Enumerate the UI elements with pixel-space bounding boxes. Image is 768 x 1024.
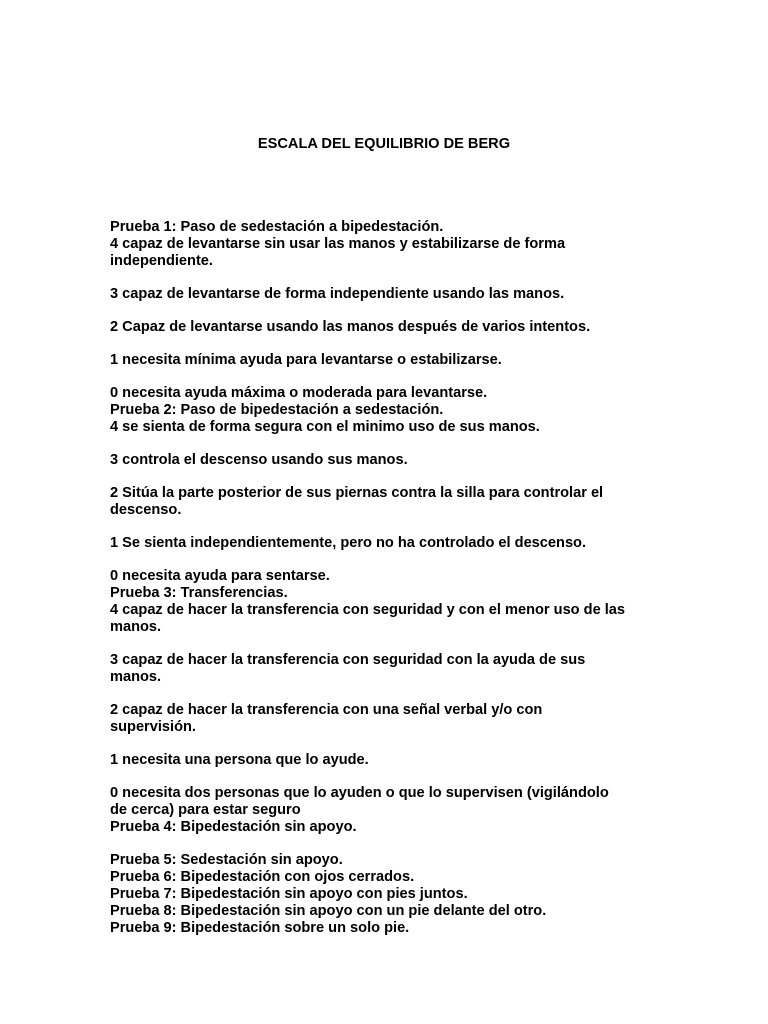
test-heading: Prueba 9: Bipedestación sobre un solo pie. bbox=[110, 920, 410, 936]
score-line: 1 necesita mínima ayuda para levantarse o estabilizarse. bbox=[110, 352, 502, 368]
score-line: 3 capaz de levantarse de forma independiente usando las manos. bbox=[110, 286, 565, 302]
test-heading: Prueba 6: Bipedestación con ojos cerrados. bbox=[110, 869, 415, 885]
test-heading: Prueba 7: Bipedestación sin apoyo con pies juntos. bbox=[110, 886, 468, 902]
score-line: 1 Se sienta independientemente, pero no ha controlado el descenso. bbox=[110, 535, 587, 551]
score-line: 4 se sienta de forma segura con el minimo uso de sus manos. bbox=[110, 419, 540, 435]
score-line: 3 capaz de hacer la transferencia con seguridad con la ayuda de sus bbox=[110, 652, 586, 668]
test-heading: Prueba 1: Paso de sedestación a bipedestación. bbox=[110, 219, 444, 235]
score-line-continued: manos. bbox=[110, 669, 162, 685]
score-line-continued: de cerca) para estar seguro bbox=[110, 802, 301, 818]
score-line-continued: descenso. bbox=[110, 502, 182, 518]
score-line: 0 necesita ayuda máxima o moderada para levantarse. bbox=[110, 385, 488, 401]
test-heading: Prueba 3: Transferencias. bbox=[110, 585, 288, 601]
score-line-continued: supervisión. bbox=[110, 719, 196, 735]
score-line: 2 Sitúa la parte posterior de sus piernas contra la silla para controlar el bbox=[110, 485, 604, 501]
document-body bbox=[110, 219, 670, 937]
test-heading: Prueba 5: Sedestación sin apoyo. bbox=[110, 852, 343, 868]
score-line: 0 necesita ayuda para sentarse. bbox=[110, 568, 330, 584]
score-line: 1 necesita una persona que lo ayude. bbox=[110, 752, 369, 768]
document-title: ESCALA DEL EQUILIBRIO DE BERG bbox=[257, 136, 511, 152]
test-heading: Prueba 2: Paso de bipedestación a sedestación. bbox=[110, 402, 444, 418]
score-line: 3 controla el descenso usando sus manos. bbox=[110, 452, 408, 468]
test-heading: Prueba 4: Bipedestación sin apoyo. bbox=[110, 819, 357, 835]
score-line: 4 capaz de levantarse sin usar las manos y estabilizarse de forma bbox=[110, 236, 566, 252]
score-line-continued: manos. bbox=[110, 619, 162, 635]
score-line: 2 Capaz de levantarse usando las manos después de varios intentos. bbox=[110, 319, 591, 335]
score-line: 0 necesita dos personas que lo ayuden o que lo supervisen (vigilándolo bbox=[110, 785, 609, 801]
score-line: 2 capaz de hacer la transferencia con una señal verbal y/o con bbox=[110, 702, 543, 718]
score-line-continued: independiente. bbox=[110, 253, 213, 269]
test-heading: Prueba 8: Bipedestación sin apoyo con un pie delante del otro. bbox=[110, 903, 547, 919]
score-line: 4 capaz de hacer la transferencia con seguridad y con el menor uso de las bbox=[110, 602, 626, 618]
